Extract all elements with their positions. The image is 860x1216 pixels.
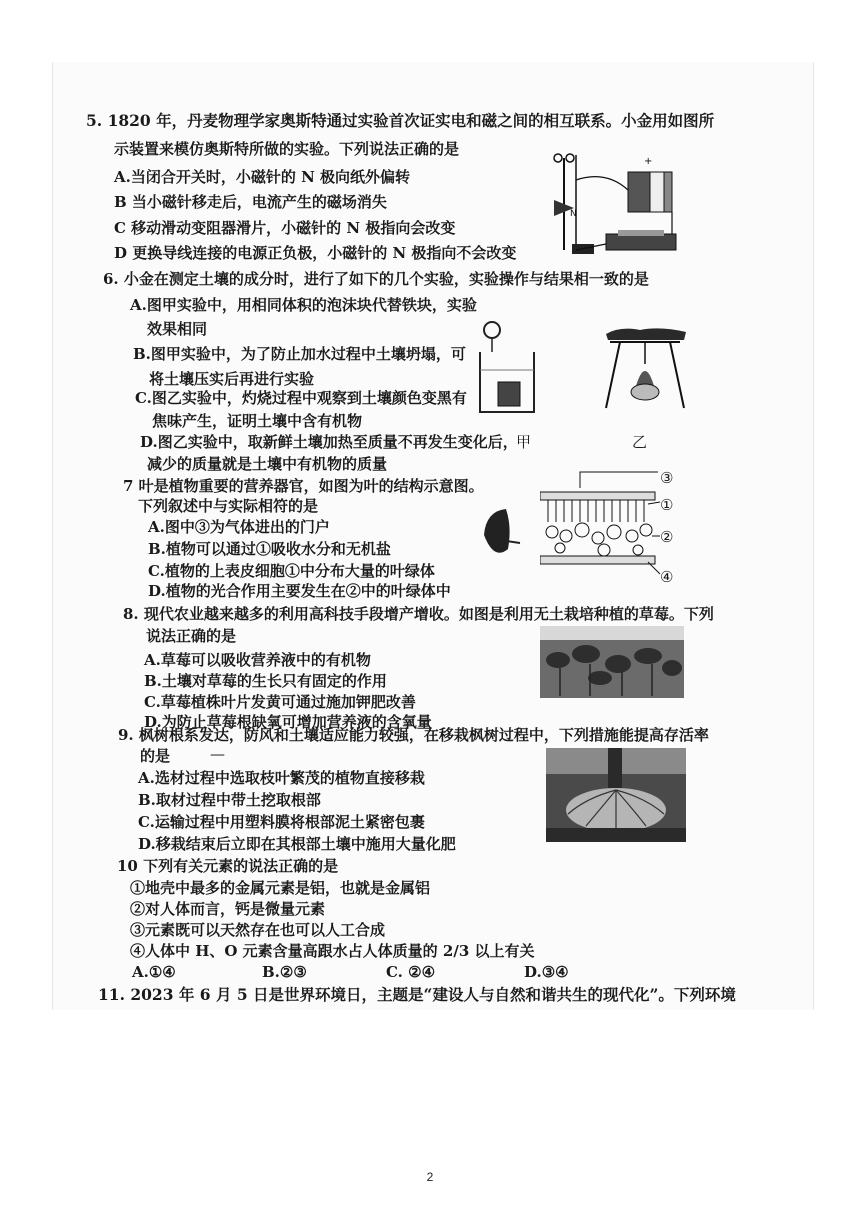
- q6-option-c-cont: 焦味产生，证明土壤中含有机物: [152, 412, 363, 430]
- q6-option-a: A.图甲实验中，用相同体积的泡沫块代替铁块，实验: [130, 296, 477, 314]
- q9-option-b: B.取材过程中带土挖取根部: [138, 791, 321, 809]
- q5-option-a: A.当闭合开关时，小磁针的 N 极向纸外偏转: [114, 168, 411, 186]
- q8-option-b: B.土壤对草莓的生长只有固定的作用: [144, 672, 387, 690]
- q10-statement-3: ③元素既可以天然存在也可以人工合成: [130, 921, 386, 939]
- q11-stem: 11. 2023 年 6 月 5 日是世界环境日，主题是“建设人与自然和谐共生的现代化”。下列环境: [98, 985, 736, 1004]
- maple-root-photo: [546, 748, 686, 842]
- svg-text:N: N: [570, 209, 577, 219]
- q7-option-b: B.植物可以通过①吸收水分和无机盐: [148, 540, 391, 558]
- q6-option-b-cont: 将土壤压实后再进行实验: [149, 370, 315, 388]
- beaker-figure-jia: [478, 318, 538, 418]
- q9-option-d: D.移栽结束后立即在其根部土壤中施用大量化肥: [138, 835, 456, 853]
- q10-statement-2: ②对人体而言，钙是微量元素: [130, 900, 326, 918]
- q8-option-a: A.草莓可以吸收营养液中的有机物: [144, 651, 371, 669]
- q8-option-c: C.草莓植株叶片发黄可通过施加钾肥改善: [144, 693, 416, 711]
- q10-choice-c: C. ②④: [386, 963, 436, 981]
- q7-substem: 下列叙述中与实际相符的是: [138, 497, 319, 515]
- q6-option-c: C.图乙实验中，灼烧过程中观察到土壤颜色变黑有: [135, 389, 467, 407]
- page-number: 2: [426, 1170, 434, 1184]
- q10-stem: 10 下列有关元素的说法正确的是: [117, 857, 339, 875]
- q7-option-a: A.图中③为气体进出的门户: [148, 518, 330, 536]
- q8-option-d: D.为防止草莓根缺氧可增加营养液的含氧量: [144, 713, 432, 731]
- q6-option-b: B.图甲实验中，为了防止加水过程中土壤坍塌，可: [133, 345, 466, 363]
- figure-label-jia: 甲: [516, 433, 532, 451]
- q10-choice-d: D.③④: [524, 963, 569, 981]
- q10-statement-4: ④人体中 H、O 元素含量高跟水占人体质量的 2/3 以上有关: [130, 942, 535, 960]
- leaf-label-3: ③: [660, 469, 674, 487]
- q9-answer-blank: —: [210, 745, 225, 763]
- q5-option-d: D 更换导线连接的电源正负极，小磁针的 N 极指向不会改变: [114, 244, 517, 262]
- q6-option-d-cont: 减少的质量就是土壤中有机物的质量: [147, 455, 388, 473]
- q5-option-b: B 当小磁针移走后，电流产生的磁场消失: [114, 193, 387, 211]
- leaf-structure-diagram: [540, 470, 680, 582]
- q9-stem-line1: 9. 枫树根系发达，防风和土壤适应能力较强，在移栽枫树过程中，下列措施能提高存活率: [118, 726, 709, 744]
- q6-option-d: D.图乙实验中，取新鲜土壤加热至质量不再发生变化后，: [140, 433, 518, 451]
- q7-option-d: D.植物的光合作用主要发生在②中的叶绿体中: [148, 582, 451, 600]
- burning-soil-figure-yi: [600, 326, 690, 416]
- svg-text:+: +: [644, 156, 653, 167]
- q9-stem-line2: 的是: [140, 747, 171, 765]
- q7-stem: 7 叶是植物重要的营养器官，如图为叶的结构示意图。: [123, 477, 484, 495]
- q8-stem-line1: 8. 现代农业越来越多的利用高科技手段增产增收。如图是利用无土栽培种植的草莓。下列: [123, 605, 714, 623]
- q5-option-c: C 移动滑动变阻器滑片，小磁针的 N 极指向会改变: [114, 219, 456, 237]
- strawberry-photo: [540, 626, 684, 698]
- q10-statement-1: ①地壳中最多的金属元素是铝，也就是金属铝: [130, 879, 431, 897]
- q8-stem-line2: 说法正确的是: [146, 627, 237, 645]
- q5-stem-line2: 示装置来模仿奥斯特所做的实验。下列说法正确的是: [114, 140, 460, 158]
- leaf-label-1: ①: [660, 496, 674, 514]
- leaf-icon: [476, 505, 526, 565]
- leaf-label-2: ②: [660, 528, 674, 546]
- q10-choice-a: A.①④: [132, 963, 176, 981]
- oersted-circuit-figure: [546, 150, 686, 265]
- q9-option-a: A.选材过程中选取枝叶繁茂的植物直接移栽: [138, 769, 425, 787]
- leaf-label-4: ④: [660, 568, 674, 586]
- q9-option-c: C.运输过程中用塑料膜将根部泥土紧密包裹: [138, 813, 425, 831]
- q6-stem: 6. 小金在测定土壤的成分时，进行了如下的几个实验，实验操作与结果相一致的是: [103, 270, 649, 288]
- q5-stem-line1: 5. 1820 年，丹麦物理学家奥斯特通过实验首次证实电和磁之间的相互联系。小金用如图所: [86, 111, 715, 130]
- q7-option-c: C.植物的上表皮细胞①中分布大量的叶绿体: [148, 562, 435, 580]
- q10-choice-b: B.②③: [262, 963, 307, 981]
- figure-label-yi: 乙: [632, 433, 648, 451]
- q6-option-a-cont: 效果相同: [147, 320, 208, 338]
